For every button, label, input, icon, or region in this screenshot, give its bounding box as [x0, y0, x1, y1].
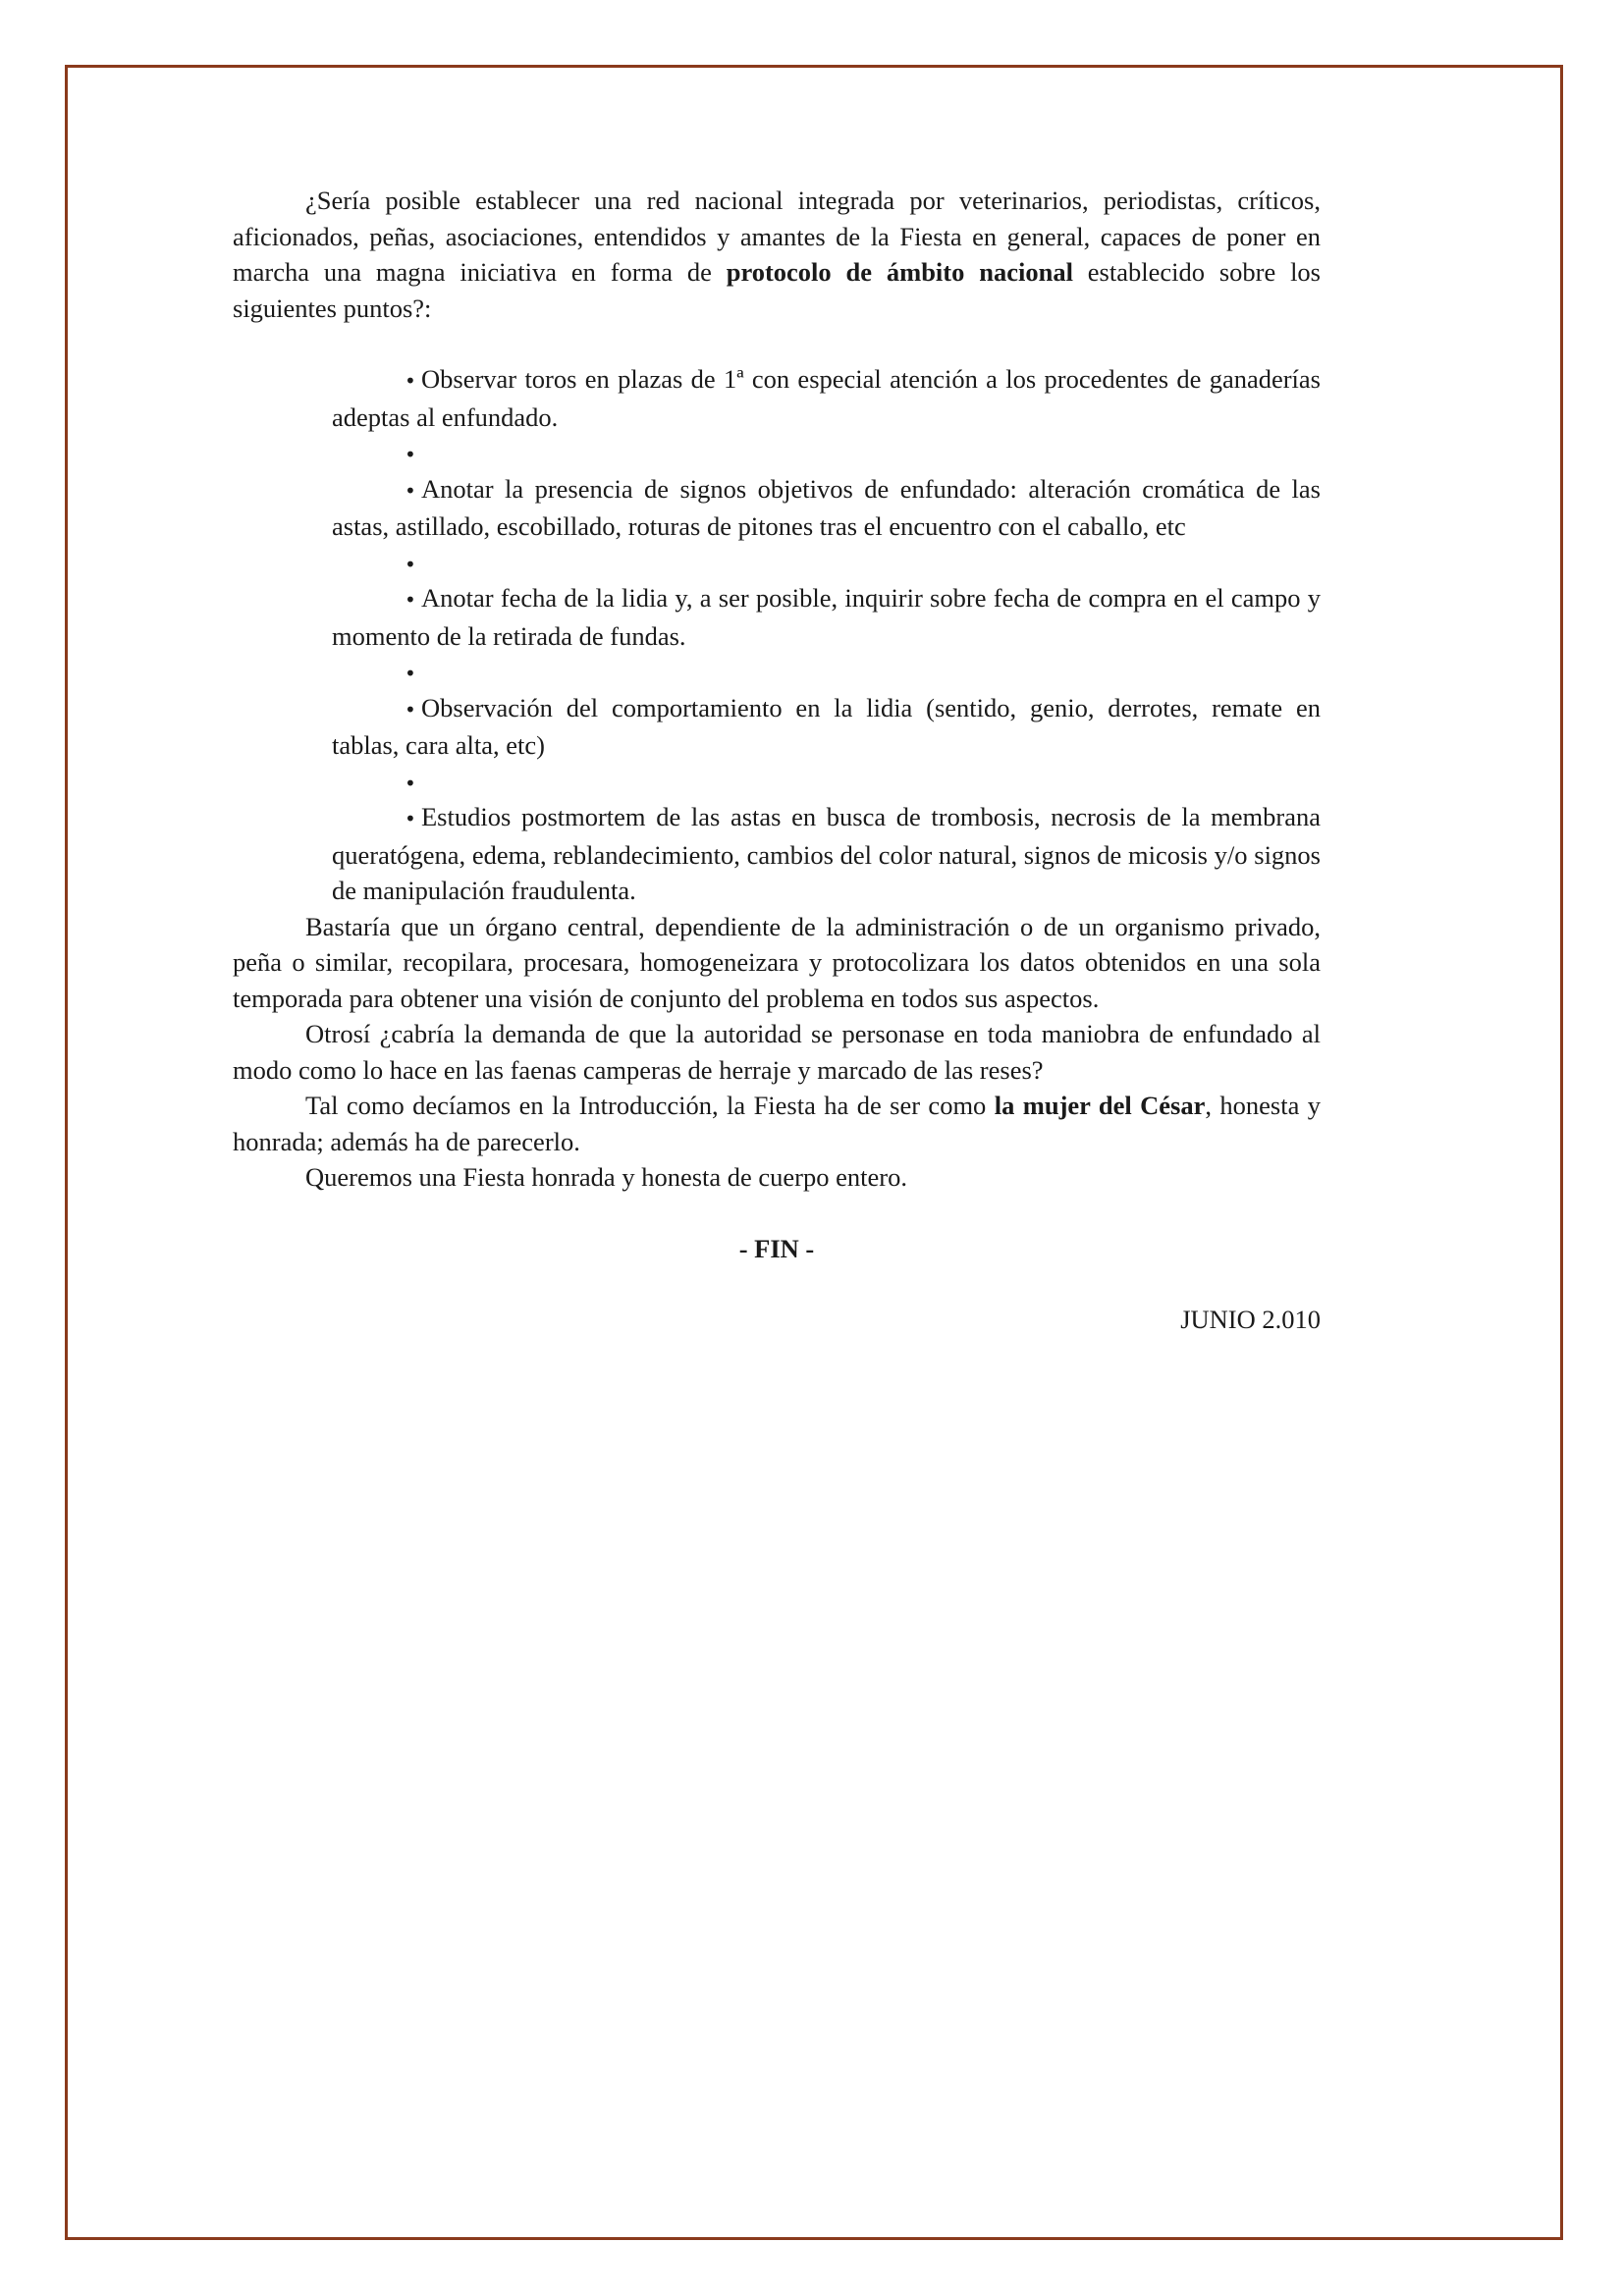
paragraph-otrosi: Otrosí ¿cabría la demanda de que la autoridad se personase en toda maniobra de enfundado al modo como lo hace en las faenas camperas de herraje y marcado de las reses?: [233, 1019, 1321, 1085]
bullet-icon: •: [405, 588, 416, 612]
list-item-text: Estudios postmortem de las astas en busca de trombosis, necrosis de la membrana queratógena, edema, reblandecimiento, cambios del color natural, signos de micosis y/o signos de manipulación fraudulenta.: [332, 802, 1321, 905]
bullet-icon: •: [405, 443, 416, 466]
intro-text-before: ¿Sería posible establecer una red nacional integrada por veterinarios, periodistas, críticos, aficionados, peñas, asociaciones, entendidos y amantes de la Fiesta en general, capaces de poner en marcha una magna iniciativa en forma de: [233, 186, 1321, 287]
list-item: [332, 471, 1321, 545]
empty-list-item: [332, 545, 1321, 581]
list-item: [332, 799, 1321, 909]
list-item-text: Anotar fecha de la lidia y, a ser posible, inquirir sobre fecha de compra en el campo y momento de la retirada de fundas.: [332, 583, 1321, 651]
paragraph-queremos: Queremos una Fiesta honrada y honesta de cuerpo entero.: [305, 1162, 907, 1192]
empty-list-item: [332, 764, 1321, 800]
bullet-icon: •: [405, 478, 416, 503]
bullet-icon: •: [405, 662, 416, 685]
paragraph-bastaria: Bastaría que un órgano central, dependiente de la administración o de un organismo privado, peña o similar, recopilara, procesara, homogeneizara y protocolizara los datos obtenidos en una sola temporada para obtener una visión de conjunto del problema en todos sus aspectos.: [233, 911, 1321, 1013]
bullet-icon: •: [405, 697, 416, 721]
bullet-icon: •: [405, 552, 416, 576]
empty-list-item: [332, 435, 1321, 471]
intro-text-after: establecido sobre los siguientes puntos?:: [233, 257, 1321, 323]
document-body: [233, 183, 1321, 1338]
intro-bold-phrase: protocolo de ámbito nacional: [726, 257, 1073, 287]
intro-paragraph: [233, 183, 1321, 326]
tal-text-before: Tal como decíamos en la Introducción, la Fiesta ha de ser como: [305, 1091, 995, 1120]
bullet-list: [332, 361, 1321, 909]
tal-text-after: , honesta y honrada; además ha de parecerlo.: [233, 1091, 1322, 1156]
list-item: [332, 361, 1321, 435]
paragraph-tal-como: [233, 1088, 1321, 1159]
bullet-icon: •: [405, 369, 416, 393]
list-item: [332, 690, 1321, 764]
list-item-text: Observación del comportamiento en la lidia (sentido, genio, derrotes, remate en tablas, cara alta, etc): [332, 692, 1321, 760]
document-date: JUNIO 2.010: [1180, 1305, 1321, 1334]
bullet-icon: •: [405, 807, 416, 830]
empty-list-item: [332, 654, 1321, 690]
list-item-text: Observar toros en plazas de 1ª con especial atención a los procedentes de ganaderías adeptas al enfundado.: [332, 364, 1321, 432]
list-item: [332, 580, 1321, 654]
bullet-icon: •: [405, 771, 416, 795]
list-item-text: Anotar la presencia de signos objetivos de enfundado: alteración cromática de las astas, astillado, escobillado, roturas de pitones tras el encuentro con el caballo, etc: [332, 473, 1321, 541]
tal-bold-phrase: la mujer del César: [994, 1091, 1206, 1120]
fin-heading: - FIN -: [738, 1233, 815, 1263]
